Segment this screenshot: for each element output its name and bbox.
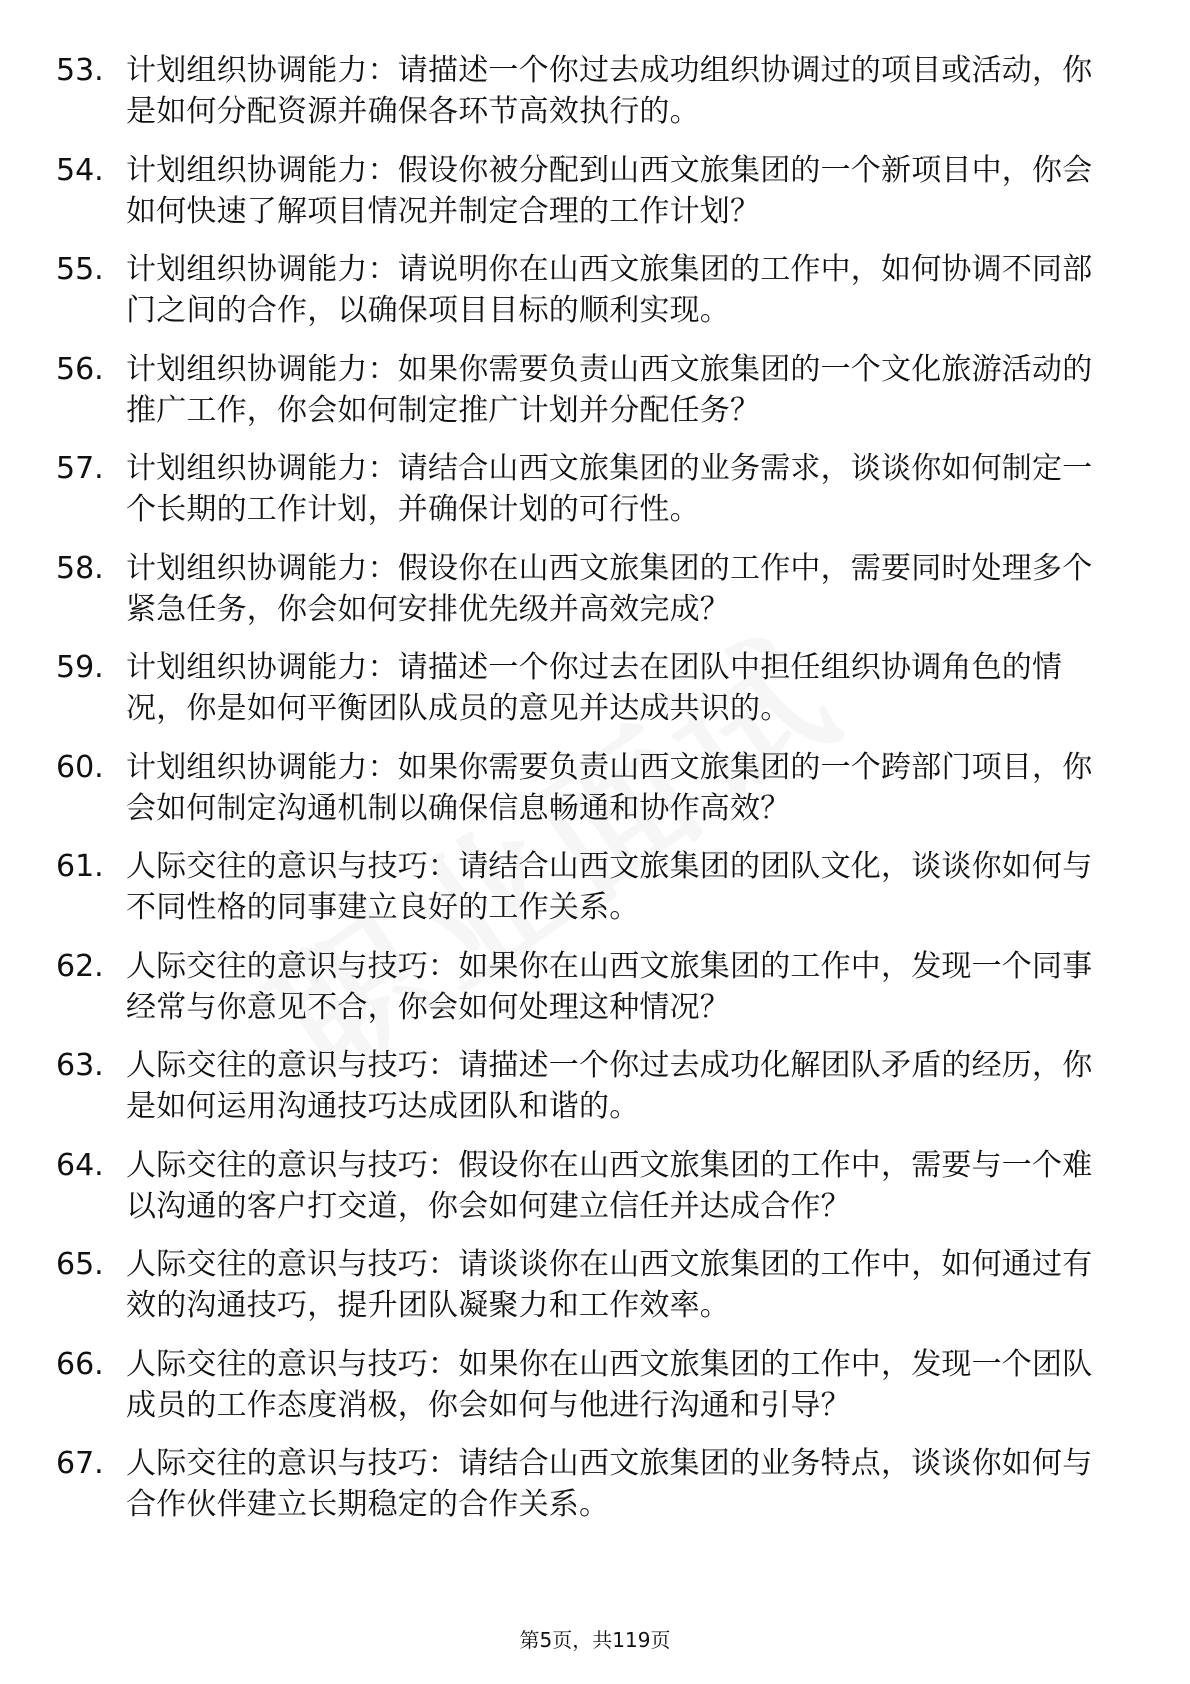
question-list bbox=[56, 50, 1116, 1543]
list-item bbox=[56, 1145, 1116, 1227]
question-number: 59. bbox=[56, 650, 104, 685]
list-item bbox=[56, 548, 1116, 630]
question-number: 67. bbox=[56, 1446, 104, 1481]
question-number: 63. bbox=[56, 1048, 104, 1083]
list-item bbox=[56, 946, 1116, 1028]
question-text: 人际交往的意识与技巧：假设你在山西文旅集团的工作中，需要与一个难以沟通的客户打交道，你会如何建立信任并达成合作？ bbox=[126, 1147, 1093, 1224]
list-item bbox=[56, 1244, 1116, 1326]
question-text: 计划组织协调能力：假设你被分配到山西文旅集团的一个新项目中，你会如何快速了解项目情况并制定合理的工作计划？ bbox=[126, 152, 1093, 229]
question-text: 计划组织协调能力：如果你需要负责山西文旅集团的一个文化旅游活动的推广工作，你会如何制定推广计划并分配任务？ bbox=[126, 351, 1093, 428]
list-item bbox=[56, 1344, 1116, 1426]
question-text: 计划组织协调能力：请描述一个你过去在团队中担任组织协调角色的情况，你是如何平衡团队成员的意见并达成共识的。 bbox=[126, 650, 1063, 726]
question-number: 58. bbox=[56, 550, 104, 586]
question-number: 55. bbox=[56, 252, 104, 287]
question-number: 66. bbox=[56, 1346, 104, 1382]
question-number: 60. bbox=[56, 749, 104, 785]
question-number: 61. bbox=[56, 849, 104, 884]
list-item bbox=[56, 747, 1116, 829]
question-number: 65. bbox=[56, 1247, 104, 1282]
question-text: 人际交往的意识与技巧：如果你在山西文旅集团的工作中，发现一个团队成员的工作态度消极，你会如何与他进行沟通和引导？ bbox=[126, 1346, 1093, 1423]
question-text: 计划组织协调能力：请描述一个你过去成功组织协调过的项目或活动，你是如何分配资源并确保各环节高效执行的。 bbox=[126, 53, 1093, 129]
question-number: 53. bbox=[56, 53, 104, 88]
question-number: 62. bbox=[56, 948, 104, 984]
list-item bbox=[56, 249, 1116, 331]
question-text: 人际交往的意识与技巧：请结合山西文旅集团的团队文化，谈谈你如何与不同性格的同事建立良好的工作关系。 bbox=[126, 849, 1093, 925]
question-number: 64. bbox=[56, 1147, 104, 1183]
question-text: 计划组织协调能力：如果你需要负责山西文旅集团的一个跨部门项目，你会如何制定沟通机制以确保信息畅通和协作高效？ bbox=[126, 749, 1093, 826]
list-item bbox=[56, 150, 1116, 232]
question-text: 计划组织协调能力：请结合山西文旅集团的业务需求，谈谈你如何制定一个长期的工作计划，并确保计划的可行性。 bbox=[126, 451, 1093, 527]
list-item bbox=[56, 647, 1116, 729]
question-text: 人际交往的意识与技巧：请结合山西文旅集团的业务特点，谈谈你如何与合作伙伴建立长期稳定的合作关系。 bbox=[126, 1446, 1093, 1522]
list-item bbox=[56, 1045, 1116, 1127]
question-number: 54. bbox=[56, 152, 104, 188]
question-text: 计划组织协调能力：假设你在山西文旅集团的工作中，需要同时处理多个紧急任务，你会如何安排优先级并高效完成？ bbox=[126, 550, 1093, 627]
question-text: 人际交往的意识与技巧：请谈谈你在山西文旅集团的工作中，如何通过有效的沟通技巧，提升团队凝聚力和工作效率。 bbox=[126, 1247, 1093, 1323]
list-item bbox=[56, 846, 1116, 928]
question-number: 56. bbox=[56, 351, 104, 387]
page-footer: 第5页，共119页 bbox=[519, 1628, 671, 1652]
question-text: 人际交往的意识与技巧：请描述一个你过去成功化解团队矛盾的经历，你是如何运用沟通技巧达成团队和谐的。 bbox=[126, 1048, 1093, 1124]
question-number: 57. bbox=[56, 451, 104, 486]
list-item bbox=[56, 50, 1116, 132]
list-item bbox=[56, 1443, 1116, 1525]
list-item bbox=[56, 448, 1116, 530]
list-item bbox=[56, 349, 1116, 431]
question-text: 计划组织协调能力：请说明你在山西文旅集团的工作中，如何协调不同部门之间的合作，以确保项目目标的顺利实现。 bbox=[126, 252, 1093, 328]
question-text: 人际交往的意识与技巧：如果你在山西文旅集团的工作中，发现一个同事经常与你意见不合，你会如何处理这种情况？ bbox=[126, 948, 1093, 1025]
